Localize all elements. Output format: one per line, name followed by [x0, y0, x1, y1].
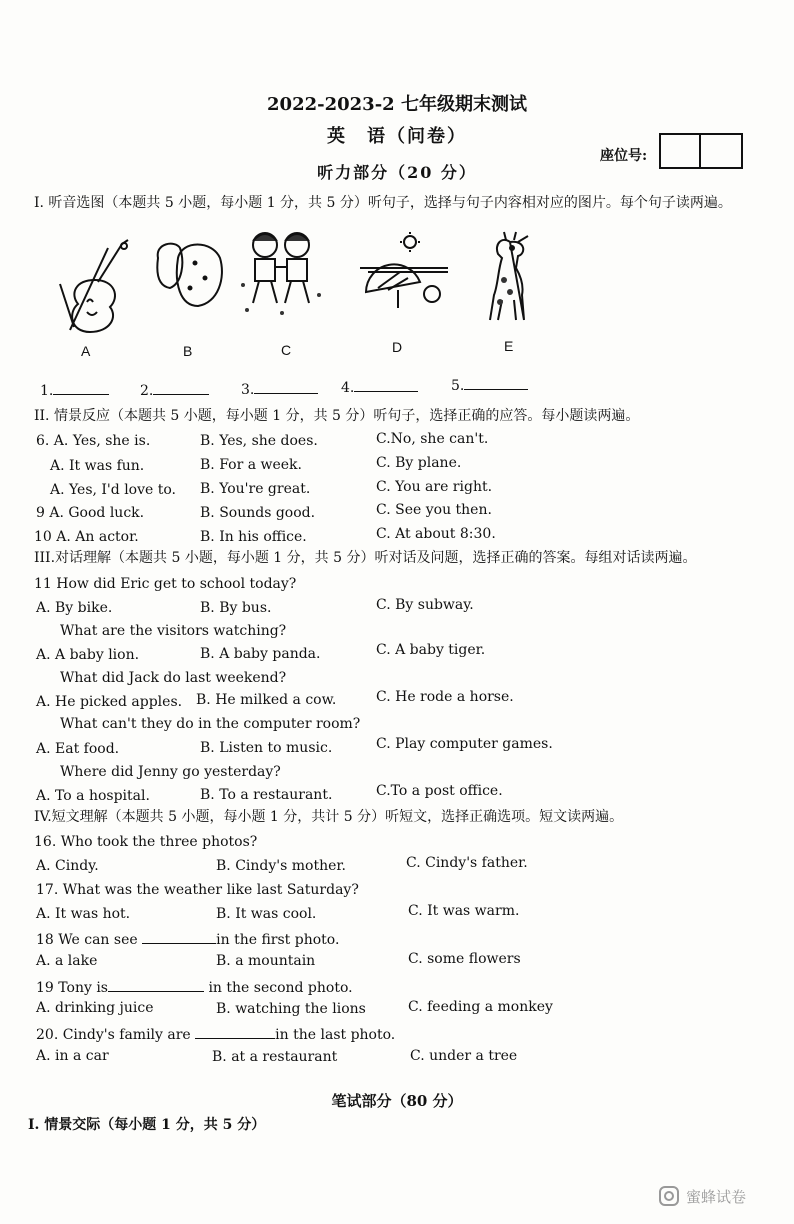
answer-blank[interactable] — [464, 375, 528, 390]
potatoes-icon — [150, 238, 230, 313]
part4-question-18 — [36, 929, 339, 948]
part2-row-6-option-a: 6. A. Yes, she is. — [36, 433, 151, 449]
question-text: 20. Cindy's family are — [36, 1027, 191, 1043]
picture-label-a: A — [81, 343, 91, 359]
part4-q18-option-a: A. a lake — [36, 953, 98, 969]
part4-question-19 — [36, 977, 353, 996]
part1-heading: I. 听音选图（本题共 5 小题，每小题 1 分，共 5 分）听句子，选择与句子内容相对应的图片。每个句子读两遍。 — [34, 195, 732, 211]
part3-heading: III.对话理解（本题共 5 小题，每小题 1 分，共 5 分）听对话及问题，选择正确的答案。每组对话读两遍。 — [34, 550, 697, 566]
part3-q12-option-c: C. A baby tiger. — [376, 642, 486, 658]
part2-row-8-option-c: C. You are right. — [376, 479, 493, 495]
fill-blank[interactable] — [142, 929, 216, 944]
watermark — [658, 1185, 746, 1207]
exam-subtitle: 英 语（问卷） — [327, 126, 467, 147]
part3-q15-option-a: A. To a hospital. — [36, 788, 150, 804]
part3-q11-option-c: C. By subway. — [376, 597, 474, 613]
question-text: in the second photo. — [208, 980, 353, 996]
two-kids-icon — [237, 225, 327, 320]
part2-heading: II. 情景反应（本题共 5 小题，每小题 1 分，共 5 分）听句子，选择正确的应答。每小题读两遍。 — [34, 408, 640, 424]
part4-heading: IV.短文理解（本题共 5 小题，每小题 1 分，共计 5 分）听短文，选择正确选项。短文读两遍。 — [34, 809, 624, 825]
part3-question-13: What did Jack do last weekend? — [60, 670, 287, 686]
part2-row-10-option-b: B. In his office. — [200, 529, 307, 545]
part2-row-9-option-b: B. Sounds good. — [200, 505, 316, 521]
beach-umbrella-icon — [358, 232, 453, 314]
question-text: in the first photo. — [216, 932, 340, 948]
bee-logo-icon — [658, 1185, 680, 1207]
part3-q15-option-c: C.To a post office. — [376, 783, 503, 799]
part4-q18-option-c: C. some flowers — [408, 951, 521, 967]
answer-number: 1. — [40, 383, 54, 399]
part3-q11-option-b: B. By bus. — [200, 600, 272, 616]
part3-q13-option-b: B. He milked a cow. — [196, 692, 337, 708]
part4-q19-option-a: A. drinking juice — [36, 1000, 154, 1016]
watermark-text: 蜜蜂试卷 — [686, 1187, 747, 1206]
answer-blank[interactable] — [53, 380, 109, 395]
answer-number: 5. — [451, 378, 465, 394]
part2-row-6-option-c: C.No, she can't. — [376, 431, 489, 447]
part4-q20-option-b: B. at a restaurant — [212, 1049, 338, 1065]
answer-number: 3. — [241, 382, 255, 398]
picture-label-d: D — [392, 339, 403, 355]
part2-row-10-option-a: 10 A. An actor. — [34, 529, 139, 545]
answer-blank[interactable] — [254, 379, 318, 394]
question-text: in the last photo. — [275, 1027, 396, 1043]
written-part1-heading: I. 情景交际（每小题 1 分，共 5 分） — [28, 1117, 266, 1133]
part2-row-7-option-c: C. By plane. — [376, 455, 462, 471]
part2-row-8-option-b: B. You're great. — [200, 481, 311, 497]
violin-icon — [40, 232, 140, 337]
part4-question-17: 17. What was the weather like last Saturday? — [36, 882, 359, 898]
answer-3[interactable] — [241, 379, 318, 398]
picture-label-e: E — [504, 338, 514, 354]
part3-q15-option-b: B. To a restaurant. — [200, 787, 333, 803]
answer-4[interactable] — [341, 377, 418, 396]
part4-q16-option-c: C. Cindy's father. — [406, 855, 528, 871]
part3-q12-option-a: A. A baby lion. — [36, 647, 140, 663]
answer-1[interactable] — [40, 380, 109, 399]
part3-q13-option-a: A. He picked apples. — [36, 694, 183, 710]
seat-label: 座位号: — [600, 148, 648, 164]
answer-blank[interactable] — [153, 380, 209, 395]
fill-blank[interactable] — [108, 977, 204, 992]
part3-question-12: What are the visitors watching? — [60, 623, 287, 639]
part4-q19-option-c: C. feeding a monkey — [408, 999, 553, 1015]
picture-label-b: B — [183, 343, 193, 359]
answer-number: 4. — [341, 380, 355, 396]
question-text: 19 Tony is — [36, 980, 108, 996]
part4-question-16: 16. Who took the three photos? — [34, 834, 258, 850]
answer-2[interactable] — [140, 380, 209, 399]
part3-question-15: Where did Jenny go yesterday? — [60, 764, 281, 780]
part3-q13-option-c: C. He rode a horse. — [376, 689, 514, 705]
part2-row-9-option-c: C. See you then. — [376, 502, 492, 518]
part4-q20-option-a: A. in a car — [36, 1048, 109, 1064]
part4-q20-option-c: C. under a tree — [410, 1048, 518, 1064]
part3-q14-option-b: B. Listen to music. — [200, 740, 333, 756]
part3-q14-option-c: C. Play computer games. — [376, 736, 553, 752]
part3-question-11: 11 How did Eric get to school today? — [34, 576, 297, 592]
part4-q17-option-b: B. It was cool. — [216, 906, 317, 922]
part2-row-7-option-a: A. It was fun. — [50, 458, 145, 474]
giraffe-icon — [480, 230, 540, 330]
part4-q16-option-a: A. Cindy. — [36, 858, 99, 874]
part4-q19-option-b: B. watching the lions — [216, 1001, 366, 1017]
listening-title: 听力部分（20 分） — [317, 163, 477, 182]
part2-row-6-option-b: B. Yes, she does. — [200, 433, 318, 449]
part4-q16-option-b: B. Cindy's mother. — [216, 858, 346, 874]
part2-row-10-option-c: C. At about 8:30. — [376, 526, 496, 542]
part3-q14-option-a: A. Eat food. — [36, 741, 120, 757]
written-title: 笔试部分（80 分） — [331, 1092, 463, 1110]
part3-q12-option-b: B. A baby panda. — [200, 646, 321, 662]
part4-q18-option-b: B. a mountain — [216, 953, 316, 969]
part4-q17-option-a: A. It was hot. — [36, 906, 131, 922]
question-text: 18 We can see — [36, 932, 138, 948]
part3-q11-option-a: A. By bike. — [36, 600, 113, 616]
answer-blank[interactable] — [354, 377, 418, 392]
part2-row-8-option-a: A. Yes, I'd love to. — [50, 482, 177, 498]
part4-question-20 — [36, 1024, 395, 1043]
answer-5[interactable] — [451, 375, 528, 394]
fill-blank[interactable] — [195, 1024, 275, 1039]
part4-q17-option-c: C. It was warm. — [408, 903, 520, 919]
answer-number: 2. — [140, 383, 154, 399]
exam-title: 2022-2023-2 七年级期末测试 — [267, 94, 527, 115]
part3-question-14: What can't they do in the computer room? — [60, 716, 361, 732]
part2-row-7-option-b: B. For a week. — [200, 457, 302, 473]
picture-label-c: C — [281, 342, 292, 358]
part2-row-9-option-a: 9 A. Good luck. — [36, 505, 145, 521]
